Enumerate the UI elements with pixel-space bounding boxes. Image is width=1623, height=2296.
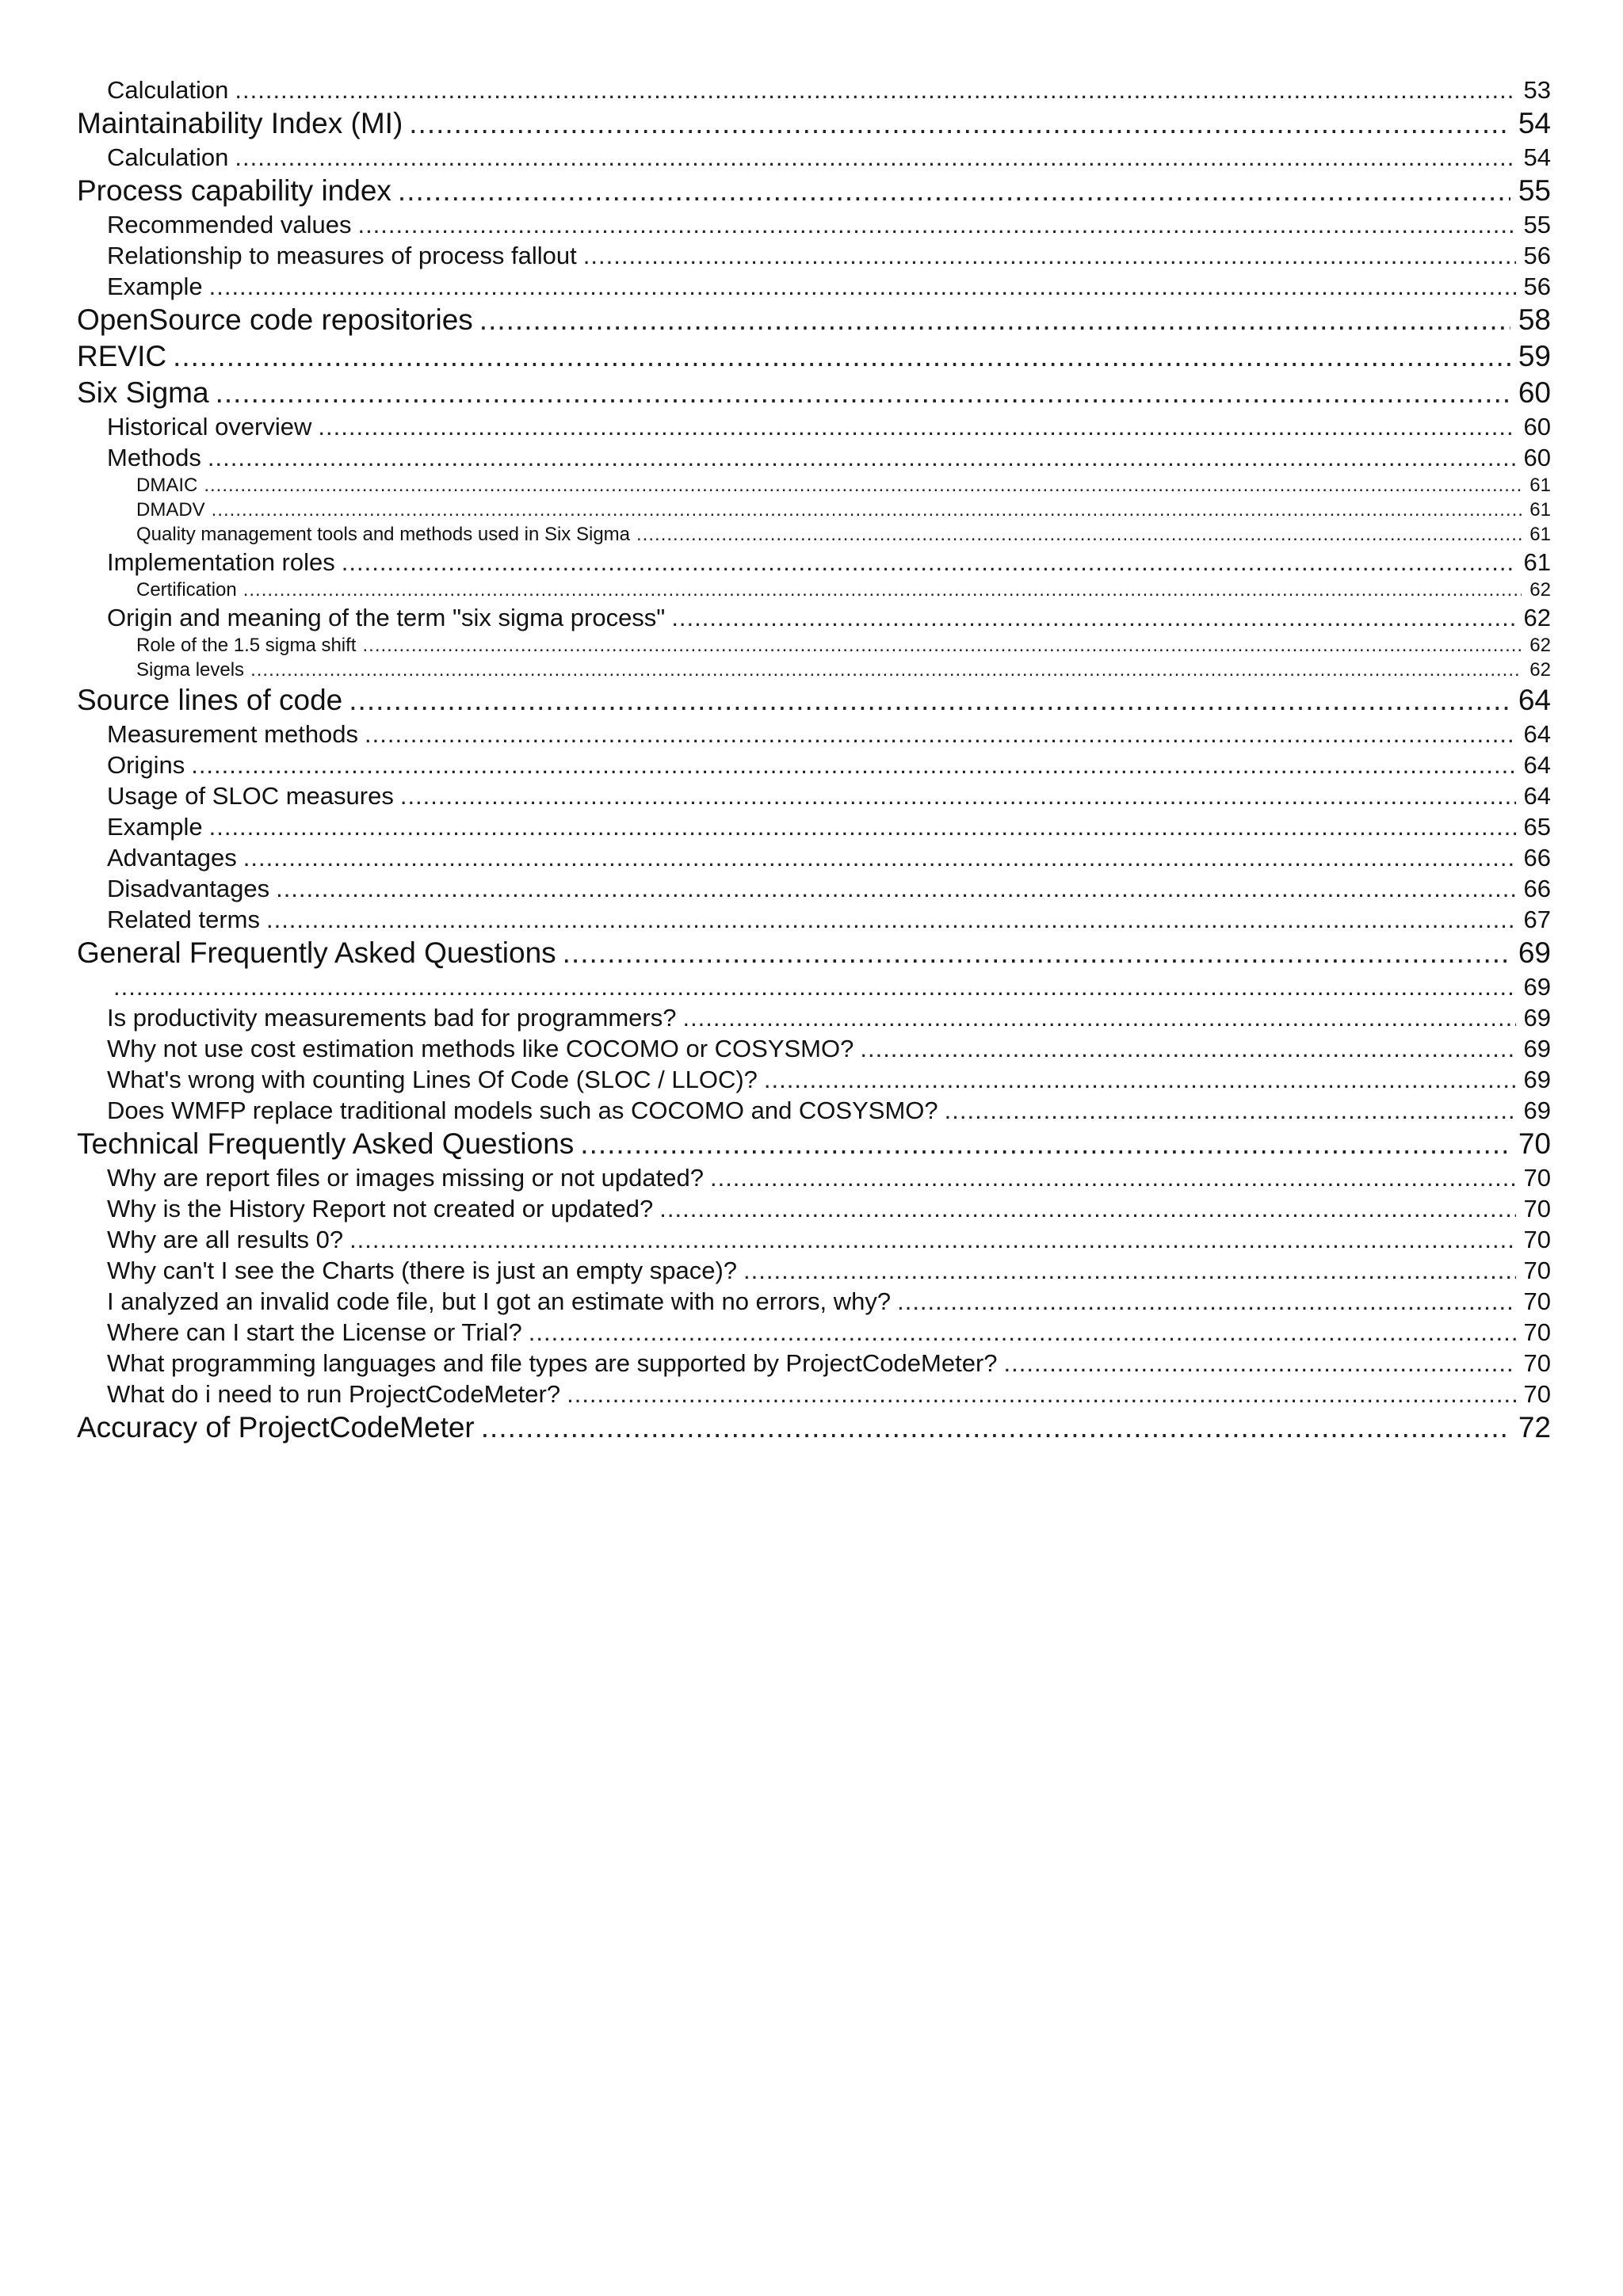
dot-leader xyxy=(191,749,1515,780)
toc-entry[interactable] xyxy=(77,173,1551,209)
toc-entry-title: DMADV xyxy=(136,499,205,521)
dot-leader xyxy=(398,173,1510,209)
toc-entry-page-number: 64 xyxy=(1518,684,1551,716)
toc-entry[interactable] xyxy=(77,1409,1551,1446)
toc-entry-title: Recommended values xyxy=(107,211,352,238)
toc-entry-title: Example xyxy=(107,273,203,300)
toc-entry-page-number: 66 xyxy=(1523,875,1551,902)
toc-entry[interactable] xyxy=(77,811,1551,842)
toc-entry-page-number: 69 xyxy=(1523,1066,1551,1093)
toc-entry[interactable] xyxy=(77,602,1551,633)
toc-entry-title: Relationship to measures of process fallout xyxy=(107,242,577,269)
toc-entry-page-number: 59 xyxy=(1518,340,1551,372)
dot-leader xyxy=(580,1126,1510,1162)
toc-entry[interactable] xyxy=(77,473,1551,498)
toc-entry-page-number: 70 xyxy=(1523,1226,1551,1253)
toc-entry-page-number: 58 xyxy=(1518,303,1551,336)
toc-entry-title: Accuracy of ProjectCodeMeter xyxy=(77,1411,475,1444)
toc-entry[interactable] xyxy=(77,578,1551,602)
dot-leader xyxy=(671,602,1515,633)
toc-entry[interactable] xyxy=(77,522,1551,547)
toc-entry-page-number: 56 xyxy=(1523,273,1551,300)
toc-entry-title: Quality management tools and methods used in Six Sigma xyxy=(136,524,631,545)
dot-leader xyxy=(266,904,1516,935)
toc-entry-page-number: 70 xyxy=(1523,1164,1551,1192)
toc-entry[interactable] xyxy=(77,780,1551,811)
dot-leader xyxy=(860,1033,1515,1064)
toc-entry[interactable] xyxy=(77,411,1551,442)
toc-entry-page-number: 60 xyxy=(1518,376,1551,409)
toc-entry-page-number: 70 xyxy=(1523,1287,1551,1315)
dot-leader xyxy=(113,971,1516,1002)
toc-entry[interactable] xyxy=(77,1162,1551,1193)
toc-entry[interactable] xyxy=(77,1255,1551,1286)
toc-entry-title: Why are all results 0? xyxy=(107,1226,344,1253)
toc-entry-title: Example xyxy=(107,813,203,841)
toc-entry-title: Source lines of code xyxy=(77,684,343,716)
dot-leader xyxy=(342,547,1516,578)
toc-entry-title: Historical overview xyxy=(107,413,312,441)
toc-entry[interactable] xyxy=(77,633,1551,658)
toc-entry-page-number: 64 xyxy=(1523,720,1551,748)
toc-entry-page-number: 70 xyxy=(1523,1195,1551,1222)
toc-entry-page-number: 70 xyxy=(1523,1380,1551,1408)
toc-entry-title: Does WMFP replace traditional models such as COCOMO and COSYSMO? xyxy=(107,1097,938,1124)
toc-entry[interactable] xyxy=(77,1126,1551,1162)
toc-entry[interactable] xyxy=(77,240,1551,271)
toc-entry[interactable] xyxy=(77,1193,1551,1224)
toc-entry-title: Usage of SLOC measures xyxy=(107,782,394,810)
dot-leader xyxy=(250,658,1522,682)
toc-entry[interactable] xyxy=(77,74,1551,105)
toc-entry[interactable] xyxy=(77,498,1551,522)
dot-leader xyxy=(529,1317,1516,1348)
toc-entry-title: Maintainability Index (MI) xyxy=(77,107,403,139)
toc-entry-page-number: 53 xyxy=(1523,76,1551,104)
toc-entry-page-number: 60 xyxy=(1523,413,1551,441)
dot-leader xyxy=(208,442,1516,473)
toc-entry-title: Disadvantages xyxy=(107,875,270,902)
dot-leader xyxy=(710,1162,1516,1193)
toc-entry-page-number: 70 xyxy=(1523,1349,1551,1377)
dot-leader xyxy=(743,1255,1515,1286)
toc-entry-page-number: 70 xyxy=(1523,1318,1551,1346)
dot-leader xyxy=(481,1409,1510,1446)
dot-leader xyxy=(349,682,1510,719)
toc-entry[interactable] xyxy=(77,105,1551,142)
toc-entry-title: Implementation roles xyxy=(107,548,335,576)
toc-entry-title: Technical Frequently Asked Questions xyxy=(77,1127,575,1160)
dot-leader xyxy=(209,271,1516,302)
toc-entry[interactable] xyxy=(77,1348,1551,1379)
toc-entry-page-number: 70 xyxy=(1518,1127,1551,1160)
toc-entry-title: Why are report files or images missing or not updated? xyxy=(107,1164,704,1192)
toc-entry-page-number: 69 xyxy=(1523,973,1551,1001)
toc-entry-page-number: 56 xyxy=(1523,242,1551,269)
toc-entry[interactable] xyxy=(77,749,1551,780)
toc-entry-title: Process capability index xyxy=(77,174,391,207)
toc-entry-title: REVIC xyxy=(77,340,167,372)
dot-leader xyxy=(276,873,1515,904)
toc-entry-title: General Frequently Asked Questions xyxy=(77,936,556,969)
toc-entry[interactable] xyxy=(77,1317,1551,1348)
dot-leader xyxy=(567,1379,1515,1409)
dot-leader xyxy=(563,935,1510,971)
table-of-contents xyxy=(77,74,1551,1446)
toc-entry-title: DMAIC xyxy=(136,475,198,496)
toc-entry-title: What's wrong with counting Lines Of Code (SLOC / LLOC)? xyxy=(107,1066,758,1093)
dot-leader xyxy=(243,842,1516,873)
toc-entry-title: I analyzed an invalid code file, but I got an estimate with no errors, why? xyxy=(107,1287,892,1315)
toc-entry[interactable] xyxy=(77,1286,1551,1317)
toc-entry[interactable] xyxy=(77,682,1551,719)
dot-leader xyxy=(362,633,1522,658)
dot-leader xyxy=(235,142,1515,173)
dot-leader xyxy=(636,522,1522,547)
toc-entry-page-number: 62 xyxy=(1529,579,1551,601)
toc-entry[interactable] xyxy=(77,873,1551,904)
toc-entry-title: OpenSource code repositories xyxy=(77,303,473,336)
toc-entry-title: Calculation xyxy=(107,143,229,171)
toc-entry-title: Origins xyxy=(107,751,185,779)
dot-leader xyxy=(349,1224,1515,1255)
toc-entry-title: What do i need to run ProjectCodeMeter? xyxy=(107,1380,561,1408)
toc-entry-page-number: 69 xyxy=(1523,1097,1551,1124)
dot-leader xyxy=(204,473,1522,498)
dot-leader xyxy=(659,1193,1515,1224)
toc-entry-page-number: 65 xyxy=(1523,813,1551,841)
dot-leader xyxy=(173,338,1510,375)
dot-leader xyxy=(897,1286,1515,1317)
toc-entry[interactable] xyxy=(77,209,1551,240)
toc-entry-page-number: 60 xyxy=(1523,444,1551,471)
toc-entry-title: Why is the History Report not created or updated? xyxy=(107,1195,654,1222)
toc-entry[interactable] xyxy=(77,658,1551,682)
toc-entry-page-number: 62 xyxy=(1529,659,1551,681)
dot-leader xyxy=(400,780,1516,811)
dot-leader xyxy=(216,375,1510,411)
toc-entry-page-number: 61 xyxy=(1529,475,1551,496)
toc-entry[interactable] xyxy=(77,302,1551,338)
dot-leader xyxy=(682,1002,1515,1033)
toc-entry-page-number: 69 xyxy=(1518,936,1551,969)
toc-entry-title: Certification xyxy=(136,579,237,601)
toc-entry[interactable] xyxy=(77,1379,1551,1409)
toc-entry-title: Methods xyxy=(107,444,201,471)
toc-entry-page-number: 55 xyxy=(1518,174,1551,207)
toc-entry-page-number: 62 xyxy=(1529,635,1551,656)
dot-leader xyxy=(365,719,1515,749)
toc-entry-page-number: 64 xyxy=(1523,782,1551,810)
dot-leader xyxy=(235,74,1515,105)
toc-entry-page-number: 66 xyxy=(1523,844,1551,871)
toc-entry-title: Related terms xyxy=(107,906,260,933)
toc-entry[interactable] xyxy=(77,1033,1551,1064)
toc-entry[interactable] xyxy=(77,1002,1551,1033)
toc-entry-page-number: 64 xyxy=(1523,751,1551,779)
toc-entry[interactable] xyxy=(77,904,1551,935)
toc-entry[interactable] xyxy=(77,338,1551,375)
toc-entry[interactable] xyxy=(77,842,1551,873)
dot-leader xyxy=(409,105,1510,142)
toc-entry-page-number: 61 xyxy=(1529,524,1551,545)
toc-entry[interactable] xyxy=(77,1224,1551,1255)
toc-entry-page-number: 62 xyxy=(1523,604,1551,631)
dot-leader xyxy=(1004,1348,1516,1379)
toc-entry[interactable] xyxy=(77,935,1551,971)
toc-entry-title: Six Sigma xyxy=(77,376,209,409)
toc-entry-title: Where can I start the License or Trial? xyxy=(107,1318,522,1346)
dot-leader xyxy=(209,811,1516,842)
dot-leader xyxy=(764,1064,1516,1095)
toc-entry-title: Sigma levels xyxy=(136,659,245,681)
toc-entry-title: Role of the 1.5 sigma shift xyxy=(136,635,357,656)
toc-entry[interactable] xyxy=(77,1064,1551,1095)
dot-leader xyxy=(945,1095,1516,1126)
toc-entry-page-number: 61 xyxy=(1523,548,1551,576)
dot-leader xyxy=(583,240,1516,271)
dot-leader xyxy=(357,209,1515,240)
toc-entry-title: Why can't I see the Charts (there is just an empty space)? xyxy=(107,1257,738,1284)
toc-entry-title: Why not use cost estimation methods like COCOMO or COSYSMO? xyxy=(107,1035,854,1062)
toc-entry-page-number: 69 xyxy=(1523,1004,1551,1032)
dot-leader xyxy=(212,498,1522,522)
toc-entry-title: Measurement methods xyxy=(107,720,359,748)
toc-entry-page-number: 67 xyxy=(1523,906,1551,933)
toc-entry-title: Origin and meaning of the term "six sigma process" xyxy=(107,604,666,631)
toc-entry[interactable] xyxy=(77,442,1551,473)
toc-entry[interactable] xyxy=(77,719,1551,749)
toc-entry-page-number: 69 xyxy=(1523,1035,1551,1062)
toc-entry-page-number: 54 xyxy=(1523,143,1551,171)
dot-leader xyxy=(318,411,1515,442)
toc-entry-page-number: 70 xyxy=(1523,1257,1551,1284)
toc-entry-page-number: 54 xyxy=(1518,107,1551,139)
dot-leader xyxy=(243,578,1522,602)
toc-entry[interactable] xyxy=(77,142,1551,173)
dot-leader xyxy=(479,302,1510,338)
toc-entry-title: Is productivity measurements bad for programmers? xyxy=(107,1004,677,1032)
toc-entry-page-number: 72 xyxy=(1518,1411,1551,1444)
toc-entry[interactable] xyxy=(77,375,1551,411)
toc-entry-page-number: 55 xyxy=(1523,211,1551,238)
toc-entry-title: What programming languages and file types are supported by ProjectCodeMeter? xyxy=(107,1349,998,1377)
toc-entry-title: Calculation xyxy=(107,76,229,104)
toc-entry-page-number: 61 xyxy=(1529,499,1551,521)
toc-entry[interactable] xyxy=(77,547,1551,578)
toc-entry[interactable] xyxy=(77,271,1551,302)
toc-entry[interactable] xyxy=(77,1095,1551,1126)
toc-entry[interactable] xyxy=(77,971,1551,1002)
toc-entry-title: Advantages xyxy=(107,844,237,871)
